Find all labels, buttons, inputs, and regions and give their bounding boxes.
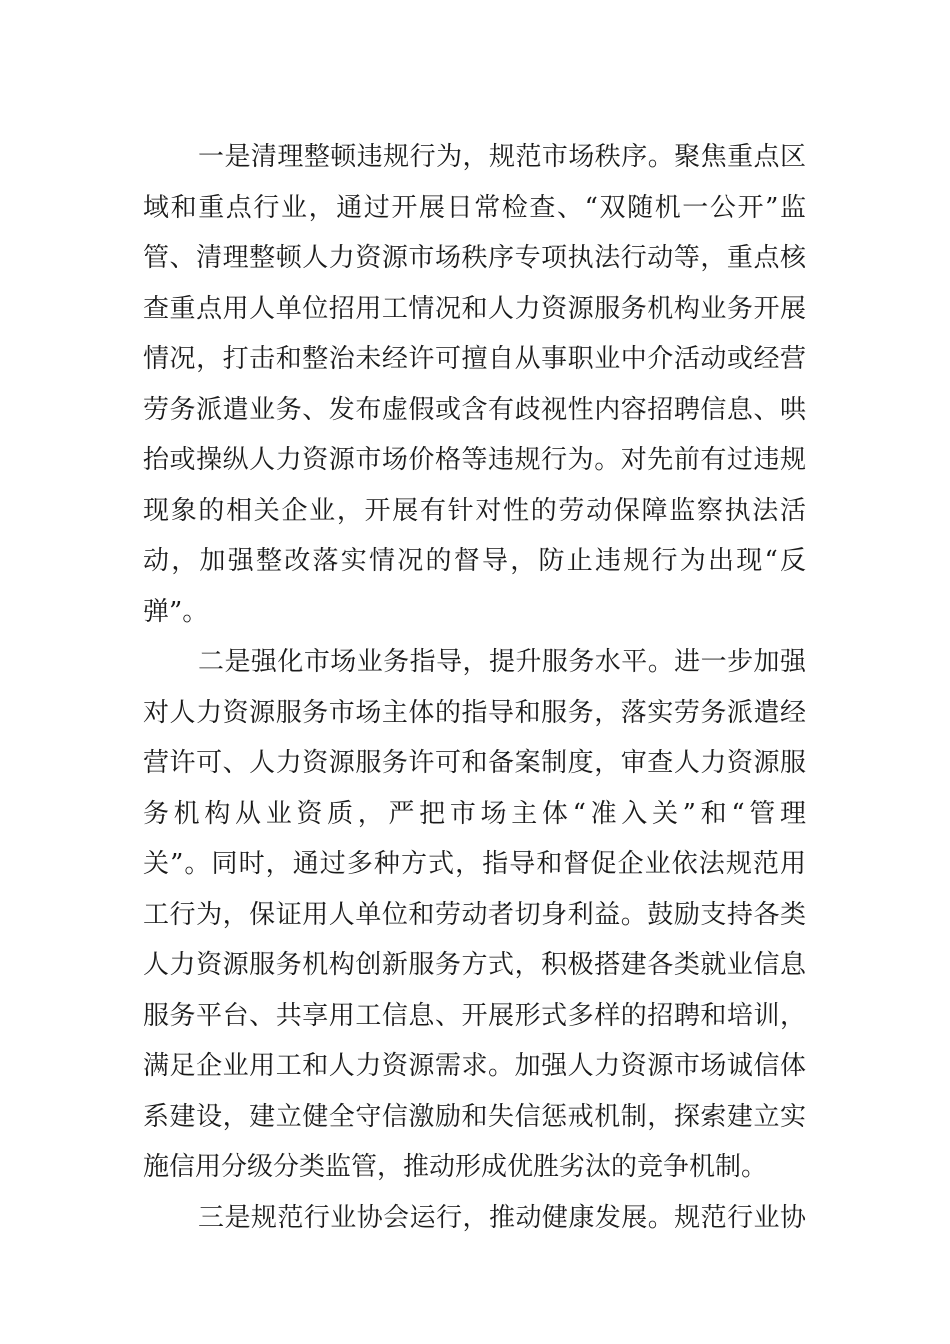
text-line: 情况，打击和整治未经许可擅自从事职业中介活动或经营 <box>143 344 806 374</box>
text-line: 二是强化市场业务指导，提升服务水平。进一步加强 <box>198 647 806 677</box>
text-line: 工行为，保证用人单位和劳动者切身利益。鼓励支持各类 <box>143 899 806 930</box>
text-line: 对人力资源服务市场主体的指导和服务，落实劳务派遣经 <box>143 697 806 728</box>
text-line: 三是规范行业协会运行，推动健康发展。规范行业协 <box>198 1202 806 1233</box>
text-line: 人力资源服务机构创新服务方式，积极搭建各类就业信息 <box>143 950 806 980</box>
text-line: 域和重点行业，通过开展日常检查、“双随机一公开”监 <box>143 192 806 223</box>
paragraph-1 <box>143 132 806 637</box>
text-line: 营许可、人力资源服务许可和备案制度，审查人力资源服 <box>143 748 806 778</box>
text-line: 管、清理整顿人力资源市场秩序专项执法行动等，重点核 <box>143 243 806 273</box>
text-line: 务机构从业资质，严把市场主体“准入关”和“管理 <box>143 798 806 829</box>
text-line: 满足企业用工和人力资源需求。加强人力资源市场诚信体 <box>143 1051 806 1081</box>
text-line: 施信用分级分类监管，推动形成优胜劣汰的竞争机制。 <box>143 1152 768 1182</box>
text-line: 查重点用人单位招用工情况和人力资源服务机构业务开展 <box>143 293 806 324</box>
text-line: 关”。同时，通过多种方式，指导和督促企业依法规范用 <box>143 849 806 879</box>
text-line: 动，加强整改落实情况的督导，防止违规行为出现“反 <box>143 546 806 576</box>
text-line: 劳务派遣业务、发布虚假或含有歧视性内容招聘信息、哄 <box>143 394 806 425</box>
text-line: 服务平台、共享用工信息、开展形式多样的招聘和培训， <box>143 1000 806 1031</box>
text-line: 抬或操纵人力资源市场价格等违规行为。对先前有过违规 <box>143 445 806 475</box>
text-line: 一是清理整顿违规行为，规范市场秩序。聚焦重点区 <box>198 142 806 172</box>
text-line: 系建设，建立健全守信激励和失信惩戒机制，探索建立实 <box>143 1101 806 1132</box>
document-body <box>143 132 806 1243</box>
paragraph-3 <box>143 1193 806 1244</box>
paragraph-2 <box>143 637 806 1193</box>
text-line: 弹”。 <box>143 596 209 627</box>
text-line: 现象的相关企业，开展有针对性的劳动保障监察执法活 <box>143 495 806 526</box>
